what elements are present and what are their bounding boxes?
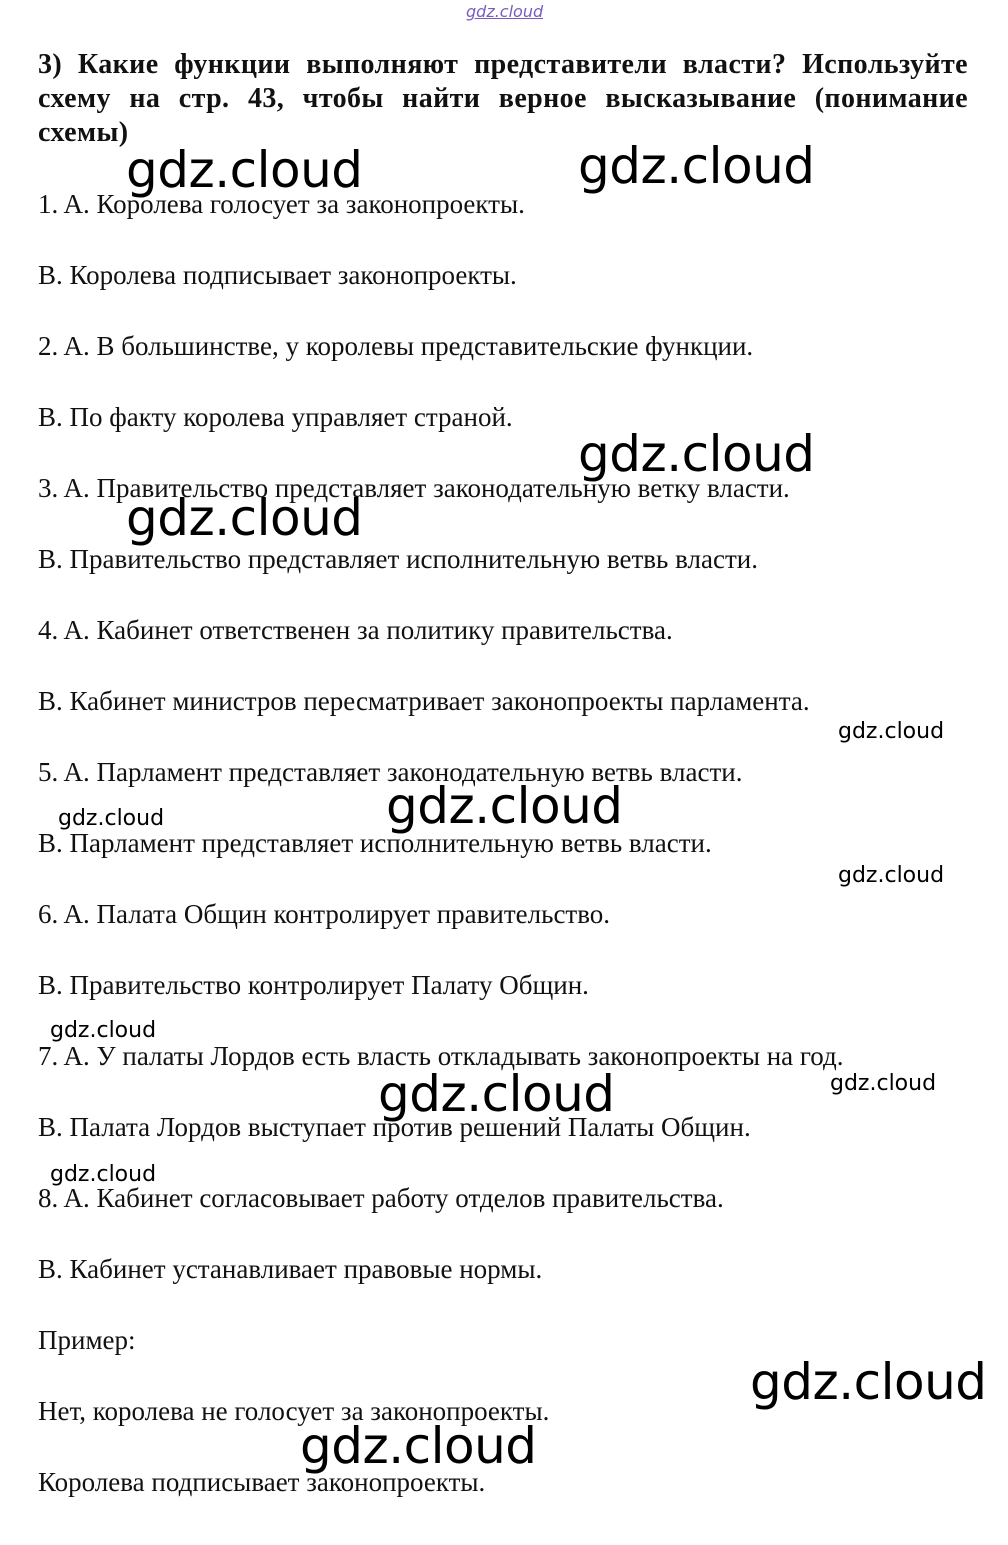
watermark: gdz.cloud bbox=[838, 719, 945, 744]
watermark: gdz.cloud bbox=[838, 863, 945, 888]
watermark: gdz.cloud bbox=[126, 141, 363, 199]
watermark: gdz.cloud bbox=[126, 489, 363, 547]
task-heading: 3) Какие функции выполняют представители власти? Используйте схему на стр. 43, чтобы найти верное высказывание (понимание схемы) bbox=[38, 49, 968, 148]
item-1b: B. Королева подписывает законопроекты. bbox=[38, 260, 517, 290]
item-3b: B. Правительство представляет исполнительную ветвь власти. bbox=[38, 544, 758, 574]
item-6b: B. Правительство контролирует Палату Общин. bbox=[38, 970, 589, 1000]
item-5b: B. Парламент представляет исполнительную ветвь власти. bbox=[38, 828, 712, 858]
watermark: gdz.cloud bbox=[378, 1065, 615, 1123]
item-6a: 6. A. Палата Общин контролирует правительство. bbox=[38, 899, 611, 929]
item-3a: 3. A. Правительство представляет законодательную ветку власти. bbox=[38, 473, 790, 503]
watermark: gdz.cloud bbox=[578, 425, 815, 483]
example-label: Пример: bbox=[38, 1325, 136, 1355]
watermark: gdz.cloud bbox=[386, 777, 623, 835]
item-5a: 5. A. Парламент представляет законодательную ветвь власти. bbox=[38, 757, 743, 787]
watermark: gdz.cloud bbox=[300, 1417, 537, 1475]
watermark: gdz.cloud bbox=[58, 806, 165, 831]
example-line-1: Нет, королева не голосует за законопроекты. bbox=[38, 1396, 550, 1426]
item-2b: B. По факту королева управляет страной. bbox=[38, 402, 513, 432]
item-2a: 2. A. В большинстве, у королевы представительские функции. bbox=[38, 331, 754, 361]
watermark: gdz.cloud bbox=[830, 1071, 937, 1096]
watermark: gdz.cloud bbox=[50, 1162, 157, 1187]
item-4a: 4. A. Кабинет ответственен за политику правительства. bbox=[38, 615, 673, 645]
item-7a: 7. A. У палаты Лордов есть власть откладывать законопроекты на год. bbox=[38, 1041, 844, 1071]
item-4b: B. Кабинет министров пересматривает законопроекты парламента. bbox=[38, 686, 810, 716]
item-8a: 8. A. Кабинет согласовывает работу отделов правительства. bbox=[38, 1183, 724, 1213]
item-8b: B. Кабинет устанавливает правовые нормы. bbox=[38, 1254, 543, 1284]
watermark-top-link[interactable]: gdz.cloud bbox=[466, 2, 544, 21]
example-line-2: Королева подписывает законопроекты. bbox=[38, 1467, 486, 1497]
watermark: gdz.cloud bbox=[750, 1353, 987, 1411]
item-1a: 1. A. Королева голосует за законопроекты. bbox=[38, 189, 525, 219]
item-7b: B. Палата Лордов выступает против решений Палаты Общин. bbox=[38, 1112, 751, 1142]
watermark: gdz.cloud bbox=[50, 1018, 157, 1043]
watermark: gdz.cloud bbox=[578, 137, 815, 195]
